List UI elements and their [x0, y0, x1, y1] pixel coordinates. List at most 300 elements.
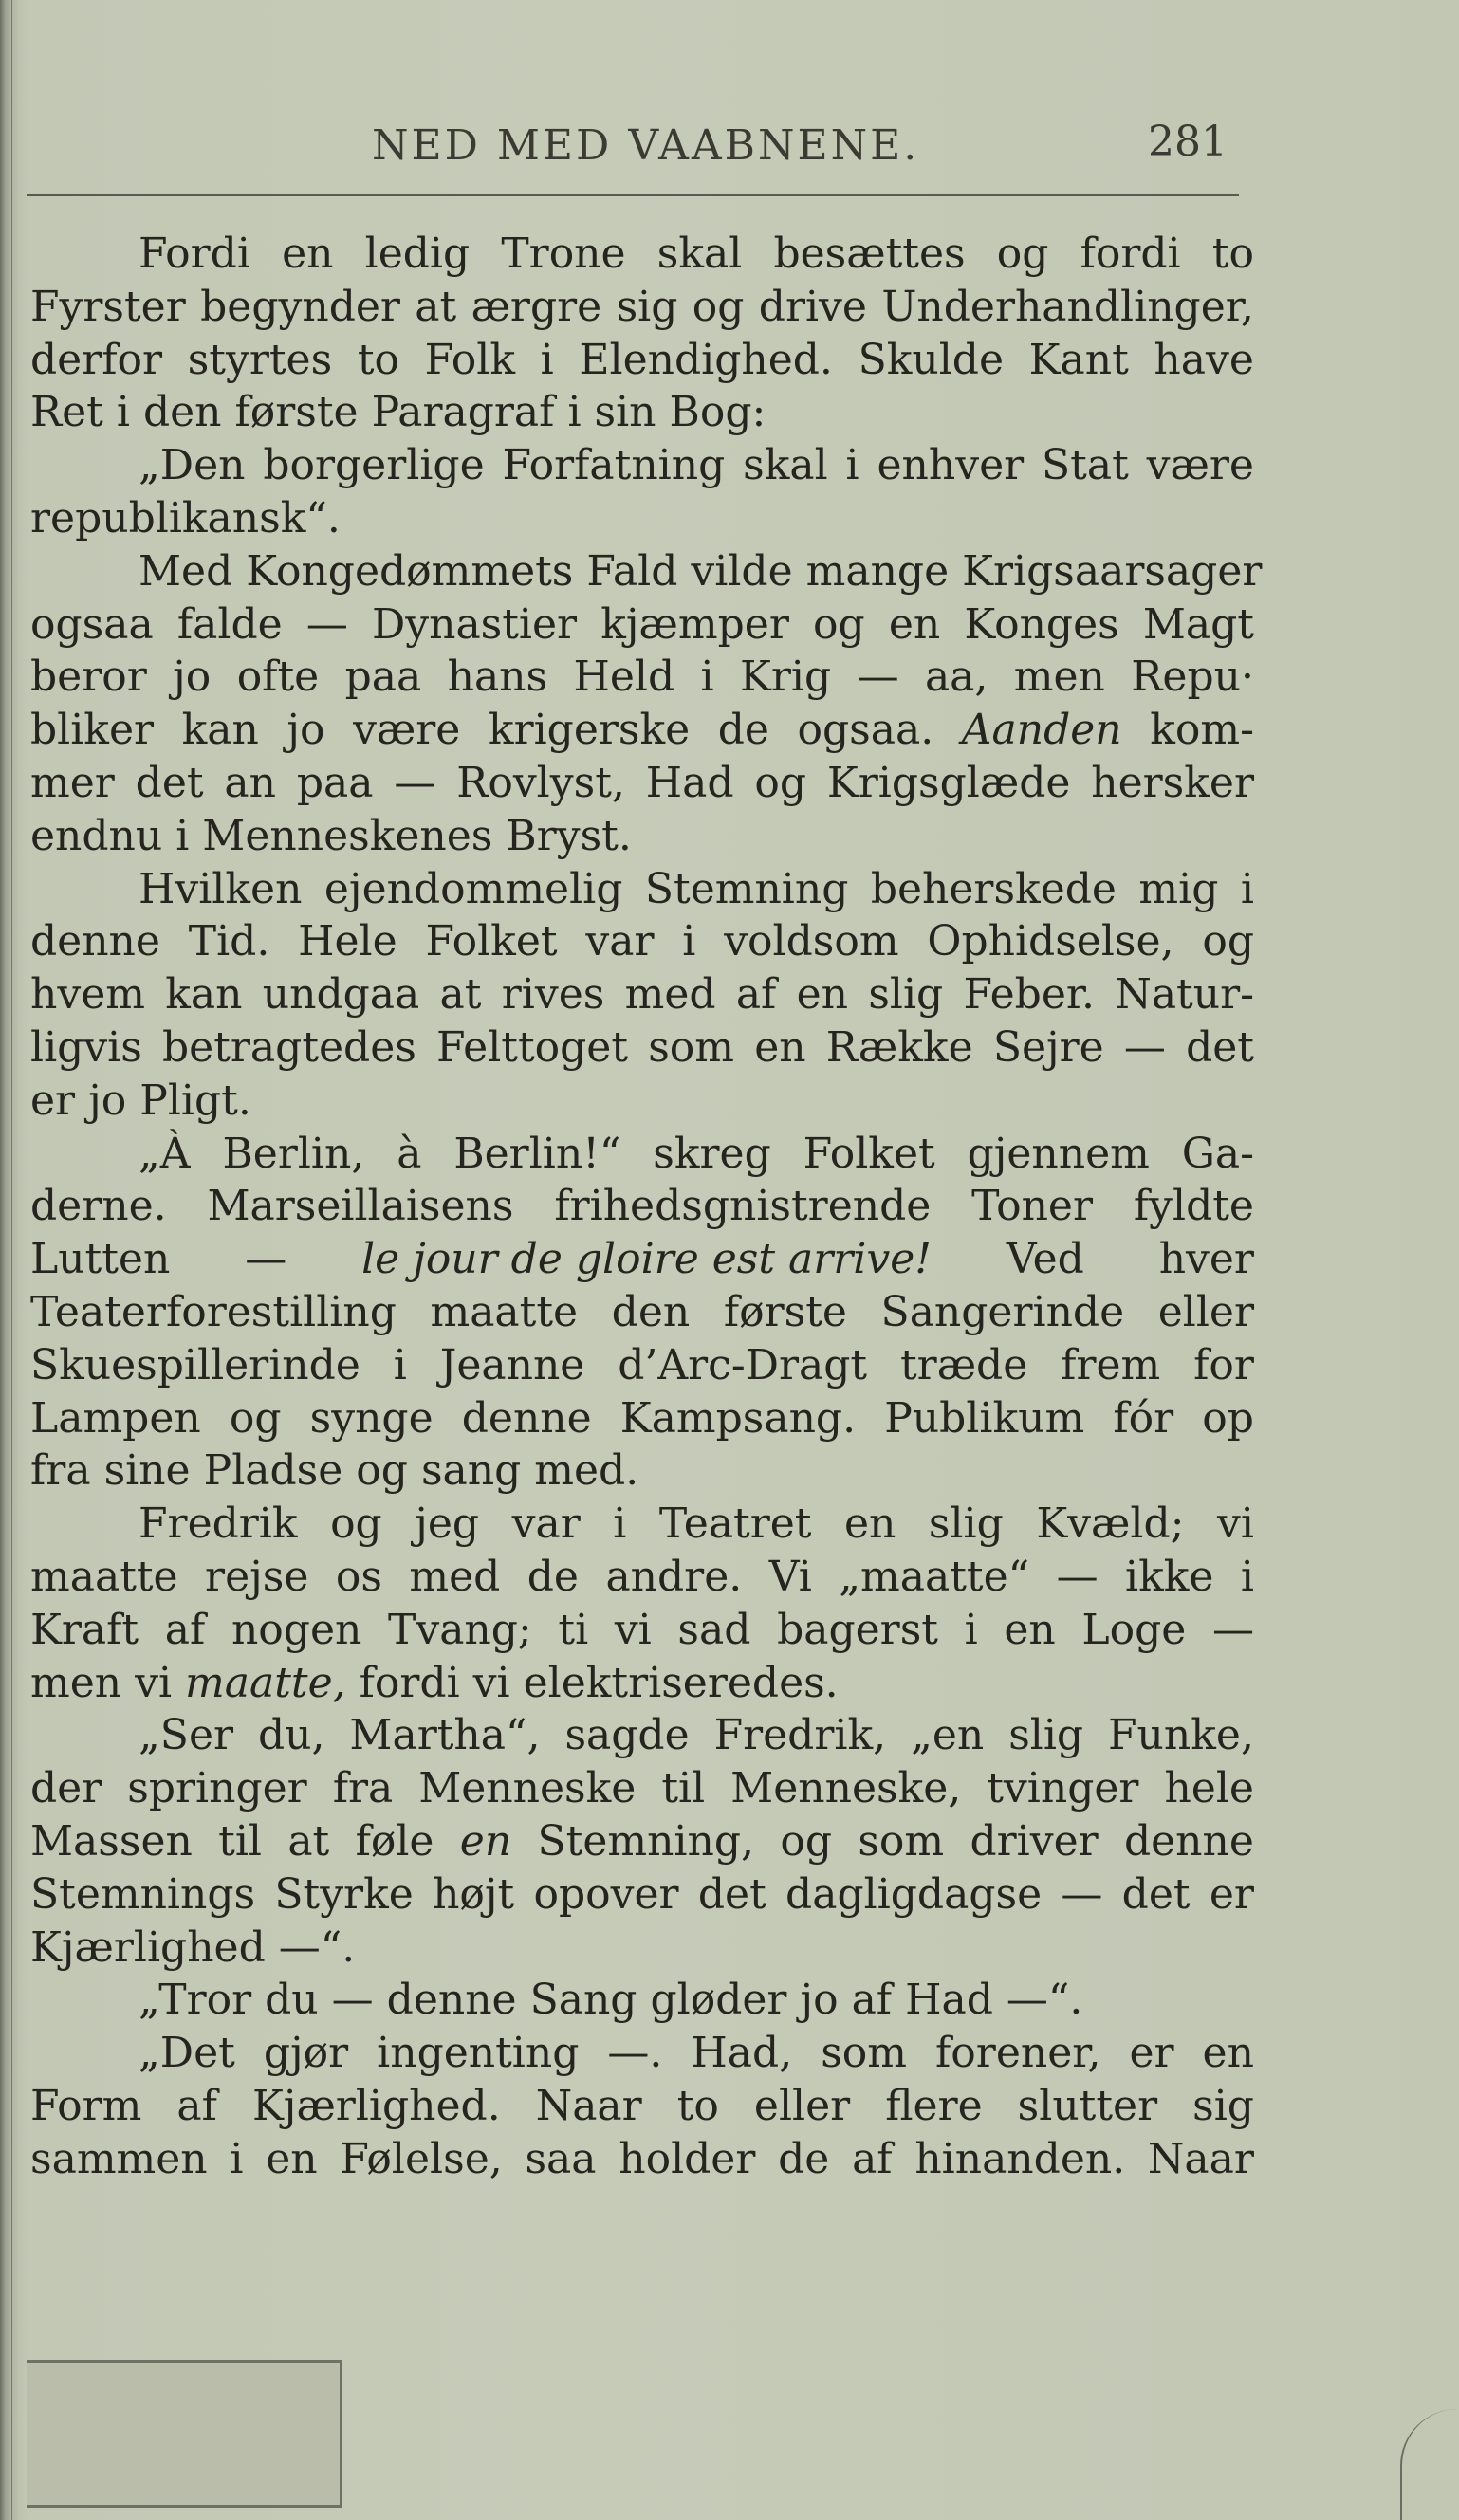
word: Trone [501, 230, 626, 278]
word: Held [573, 653, 675, 702]
word: de [717, 706, 769, 755]
word: eller [1157, 1287, 1254, 1336]
text-line [30, 228, 1254, 281]
word: Kraft [30, 1605, 139, 1654]
word: i [1240, 864, 1254, 913]
word: Lutten [30, 1235, 171, 1284]
text-line [30, 1551, 1254, 1604]
word: denne [461, 1393, 592, 1443]
word: — [305, 599, 348, 649]
word: Sang [529, 1976, 637, 2025]
word: hans [447, 653, 548, 702]
word: skreg [653, 1129, 771, 1178]
word: Pladse [203, 1446, 343, 1496]
text-line [30, 545, 1263, 598]
word: jeg [415, 1499, 480, 1549]
word: to [676, 2081, 719, 2130]
text-line [30, 1180, 1254, 1233]
word: derfor [30, 335, 163, 384]
word: var [511, 1499, 581, 1549]
word: ofte [236, 653, 320, 702]
word: og [754, 758, 807, 807]
text-line [30, 598, 1254, 652]
word: og [780, 1816, 832, 1866]
word: Fredrik, [713, 1711, 887, 1760]
word: „maatte“ [839, 1552, 1030, 1601]
word: Krigsglæde [826, 758, 1071, 807]
word: i [393, 1340, 407, 1389]
page-binding-shadow [0, 0, 19, 2520]
word: en [796, 970, 849, 1020]
word: føle [355, 1816, 434, 1866]
word: fordi [359, 1658, 460, 1707]
word: derne. [30, 1182, 167, 1231]
word: Tid. [188, 917, 270, 966]
word: hinanden. [914, 2134, 1126, 2183]
word: tvinger [987, 1764, 1139, 1813]
text-line [30, 1762, 1254, 1815]
word: det [1121, 1869, 1191, 1919]
word: fra [332, 1764, 394, 1813]
word: enhver [877, 441, 1025, 490]
word: Teatret [658, 1499, 812, 1549]
text-line [30, 1974, 1254, 2027]
word: at [439, 970, 482, 1020]
word: beherskede [870, 864, 1117, 913]
word: gjennem [967, 1129, 1150, 1178]
word: Ophidselse, [927, 917, 1174, 966]
word: aa, [924, 653, 988, 702]
word: falde [176, 599, 283, 649]
word: Toner [971, 1182, 1093, 1231]
word: er [1129, 2029, 1174, 2078]
word: Repu· [1131, 653, 1254, 702]
word: „en [911, 1711, 985, 1760]
word: sig [616, 282, 678, 331]
word: slig [928, 1499, 1004, 1549]
word: Række [825, 1022, 973, 1072]
word: — [331, 1976, 374, 2025]
word: en [754, 1022, 806, 1072]
word: bagerst [777, 1605, 938, 1654]
word: jo [286, 706, 325, 755]
word: — [1061, 1869, 1103, 1919]
word: sin [594, 388, 656, 437]
word: som [858, 1816, 945, 1866]
word: første [234, 388, 359, 437]
word: borgerlige [263, 441, 485, 490]
text-line [30, 968, 1254, 1021]
word: en [282, 230, 334, 278]
word: Ved [1006, 1235, 1084, 1284]
text-line [30, 1021, 1254, 1075]
word: Sangerinde [880, 1287, 1125, 1336]
word: Følelse, [340, 2134, 503, 2183]
word: ogsaa [30, 599, 154, 649]
word: at [287, 1816, 330, 1866]
word: maatte [430, 1287, 579, 1336]
word: os [335, 1552, 382, 1601]
word: „À [139, 1129, 191, 1178]
word: med [624, 970, 716, 1020]
word: og [813, 599, 865, 649]
word: frihedsgnistrende [554, 1182, 932, 1231]
word: „Ser [139, 1711, 234, 1760]
word: besættes [773, 230, 966, 278]
word: Med [139, 546, 233, 596]
word: vi [1216, 1499, 1254, 1549]
word: to [357, 335, 399, 384]
word: der [30, 1764, 102, 1813]
word: i [116, 388, 130, 437]
word: i [845, 441, 859, 490]
word: — [394, 758, 436, 807]
word: sang [420, 1446, 522, 1496]
word: være [1146, 441, 1254, 490]
word: vi [472, 1658, 510, 1707]
word: fyldte [1133, 1182, 1254, 1231]
word: Hele [298, 917, 397, 966]
word: den [142, 388, 222, 437]
word: hvem [30, 970, 145, 1020]
word: for [1193, 1340, 1254, 1389]
word: og [1202, 917, 1254, 966]
word: Kant [1028, 335, 1129, 384]
word: Bryst. [506, 811, 632, 860]
library-label-box [27, 2360, 342, 2508]
word: slig [1008, 1711, 1084, 1760]
word: ledig [364, 230, 471, 278]
word: Skulde [858, 335, 1004, 384]
word: i [567, 388, 582, 437]
word: til [218, 1816, 262, 1866]
word: er [30, 1076, 76, 1125]
word: jo [173, 653, 212, 702]
word: Vi [768, 1552, 812, 1601]
word: Hvilken [139, 864, 303, 913]
word: begynder [200, 282, 400, 331]
text-line [30, 1498, 1254, 1551]
word: er [1209, 1869, 1254, 1919]
word: — [857, 653, 899, 702]
word: „Tror [139, 1976, 252, 2025]
word: vilde [691, 546, 793, 596]
word: sig [1192, 2081, 1254, 2130]
word: endnu [30, 811, 163, 860]
word: skal [656, 230, 743, 278]
word: en [266, 2134, 318, 2183]
word: med [409, 1552, 501, 1601]
word: Menneskenes [202, 811, 493, 860]
word: betragtedes [162, 1022, 416, 1072]
word: det [697, 1869, 766, 1919]
word: skal [743, 441, 828, 490]
text-line [30, 1922, 1254, 1975]
word: den [611, 1287, 691, 1336]
text-line [30, 2080, 1254, 2133]
word: Funke, [1108, 1711, 1254, 1760]
word: til [661, 1764, 706, 1813]
word: sammen [30, 2134, 208, 2183]
word: slutter [1017, 2081, 1158, 2130]
body-text [30, 228, 1263, 2185]
word: af [851, 1976, 893, 2025]
word: Form [30, 2081, 142, 2130]
page-edge-curl [1400, 2409, 1459, 2520]
word: Forfatning [502, 441, 726, 490]
word: du [265, 1976, 319, 2025]
italic-word: en [459, 1816, 512, 1866]
word: —. [607, 2029, 663, 2078]
word: som [821, 2029, 907, 2078]
word: Konges [964, 599, 1119, 649]
italic-word: Aanden [961, 706, 1122, 755]
text-line [30, 757, 1254, 810]
word: Ret [30, 388, 103, 437]
word: sagde [564, 1711, 690, 1760]
word: ligvis [30, 1022, 142, 1072]
word: Had [645, 758, 734, 807]
text-line [30, 1815, 1254, 1868]
word: hver [1158, 1235, 1254, 1284]
word: Folk [424, 335, 515, 384]
word: men [1013, 653, 1105, 702]
word: — [1123, 1022, 1166, 1072]
word: Massen [30, 1816, 193, 1866]
word: Menneske [418, 1764, 637, 1813]
text-line [30, 1868, 1254, 1922]
word: kan [165, 970, 243, 1020]
text-line [30, 651, 1254, 704]
text-line [30, 1444, 1254, 1498]
word: i [175, 811, 190, 860]
word: Folket [803, 1129, 935, 1178]
word: af [164, 1605, 206, 1654]
page-number: 281 [1148, 118, 1228, 166]
word: rejse [205, 1552, 309, 1601]
word: i [682, 917, 696, 966]
text-line [30, 1604, 1254, 1657]
word: Pligt. [139, 1076, 251, 1125]
text-line [30, 2133, 1254, 2186]
word: Had, [691, 2029, 793, 2078]
word: styrtes [187, 335, 333, 384]
word: Naar [535, 2081, 642, 2130]
word: — [1211, 1605, 1254, 1654]
word: var [585, 917, 655, 966]
text-line [30, 1075, 1254, 1128]
word: to [1211, 230, 1254, 278]
word: sine [103, 1446, 191, 1496]
word: første [723, 1287, 847, 1336]
text-line [30, 2027, 1254, 2080]
word: opover [533, 1869, 679, 1919]
word: højt [433, 1869, 515, 1919]
word: paa [344, 653, 422, 702]
word: fór [1113, 1393, 1174, 1443]
word: Loge [1081, 1605, 1187, 1654]
word: bliker [30, 706, 155, 755]
word: Magt [1142, 599, 1254, 649]
word: Krigsaarsager [962, 546, 1263, 596]
word: Kjærlighed [30, 1922, 266, 1972]
word: du, [257, 1711, 325, 1760]
word: Kvæld; [1036, 1499, 1185, 1549]
text-line [30, 386, 1254, 439]
word: Ga- [1181, 1129, 1254, 1178]
word: og [996, 230, 1049, 278]
word: Fredrik [139, 1499, 298, 1549]
word: ingenting [377, 2029, 580, 2078]
word: Jeanne [439, 1340, 585, 1389]
word: i [613, 1499, 627, 1549]
word: Dynastier [371, 599, 578, 649]
word: —“. [278, 1922, 356, 1972]
word: Sejre [992, 1022, 1104, 1072]
word: ikke [1125, 1552, 1214, 1601]
word: det [135, 758, 204, 807]
text-line [30, 439, 1254, 492]
word: drive [758, 282, 867, 331]
word: saa [525, 2134, 597, 2183]
header-rule [27, 194, 1239, 196]
word: en [1004, 1605, 1056, 1654]
word: d’Arc-Dragt [618, 1340, 868, 1389]
word: at [415, 282, 457, 331]
word: denne [386, 1976, 517, 2025]
word: sad [677, 1605, 751, 1654]
word: nogen [231, 1605, 362, 1654]
word: eller [753, 2081, 851, 2130]
binding-fold-line [11, 0, 12, 2520]
word: — [1056, 1552, 1099, 1601]
text-line [30, 1128, 1254, 1181]
word: Tvang; [387, 1605, 532, 1654]
word: være [353, 706, 461, 755]
word: Rovlyst, [456, 758, 625, 807]
word: som [648, 1022, 734, 1072]
word: en [888, 599, 941, 649]
word: paa [296, 758, 374, 807]
word: vi [135, 1658, 173, 1707]
word: Bog: [669, 388, 766, 437]
word: driver [970, 1816, 1099, 1866]
word: ti [558, 1605, 589, 1654]
word: og [692, 282, 745, 331]
word: en [844, 1499, 896, 1549]
word: holder [619, 2134, 756, 2183]
text-line [30, 915, 1254, 968]
word: Fordi [139, 230, 250, 278]
word: ærgre [471, 282, 602, 331]
word: slig [868, 970, 944, 1020]
word: forener, [935, 2029, 1101, 2078]
word: denne [1123, 1816, 1254, 1866]
word: jo [800, 1976, 839, 2025]
word: Berlin!“ [453, 1129, 621, 1178]
text-line [30, 1339, 1254, 1392]
text-line [30, 863, 1254, 916]
word: i [1240, 1552, 1254, 1601]
word: Feber. [963, 970, 1096, 1020]
word: af [852, 2134, 893, 2183]
word: Folket [425, 917, 558, 966]
word: i [230, 2134, 244, 2183]
word: Fald [586, 546, 678, 596]
word: Berlin, [222, 1129, 365, 1178]
word: jo [88, 1076, 127, 1125]
word: kan [181, 706, 259, 755]
word: Kjærlighed. [251, 2081, 501, 2130]
word: træde [899, 1340, 1028, 1389]
word: Marseillaisens [207, 1182, 514, 1231]
word: frem [1061, 1340, 1161, 1389]
word: synge [309, 1393, 434, 1443]
word: Teaterforestilling [30, 1287, 397, 1336]
word: kom- [1150, 706, 1254, 755]
word: voldsom [724, 917, 899, 966]
word: — [245, 1235, 287, 1284]
word: kjæmper [600, 599, 789, 649]
text-line [30, 810, 1254, 863]
text-line [30, 1233, 1254, 1286]
word: mig [1138, 864, 1219, 913]
word: i [964, 1605, 978, 1654]
word: andre. [605, 1552, 743, 1601]
word: Menneske, [730, 1764, 962, 1813]
word: vi [614, 1605, 652, 1654]
word: „Det [139, 2029, 235, 2078]
word: af [735, 970, 777, 1020]
word: Krig [740, 653, 832, 702]
word: maatte [30, 1552, 178, 1601]
word: Paragraf [371, 388, 555, 437]
word: krigerske [488, 706, 691, 755]
word: Skuespillerinde [30, 1340, 360, 1389]
word: Naar [1147, 2134, 1254, 2183]
text-line [30, 334, 1254, 387]
word: have [1154, 335, 1254, 384]
word: Martha“, [349, 1711, 541, 1760]
text-line [30, 1286, 1254, 1339]
word: ejendommelig [323, 864, 623, 913]
word: hele [1164, 1764, 1254, 1813]
word: fordi [1080, 230, 1181, 278]
word: og [330, 1499, 382, 1549]
word: og [356, 1446, 408, 1496]
text-line [30, 1709, 1254, 1762]
word: i [540, 335, 554, 384]
word: ogsaa. [797, 706, 934, 755]
word: dagligdagse [785, 1869, 1043, 1919]
text-line [30, 1657, 1254, 1710]
word: Stemnings [30, 1869, 256, 1919]
text-line [30, 1392, 1254, 1445]
word: Lampen [30, 1393, 201, 1443]
italic-word: le jour de gloire est arrive! [361, 1235, 932, 1284]
word: gløder [650, 1976, 787, 2025]
word: de [778, 2134, 830, 2183]
word: elektriseredes. [523, 1658, 839, 1707]
word: med. [534, 1446, 639, 1496]
word: fra [30, 1446, 91, 1496]
word: i [700, 653, 714, 702]
word: Underhandlinger, [881, 282, 1254, 331]
running-title: NED MED VAABNENE. [372, 121, 920, 170]
text-line [30, 492, 1254, 545]
word: undgaa [262, 970, 420, 1020]
word: Stemning [644, 864, 849, 913]
